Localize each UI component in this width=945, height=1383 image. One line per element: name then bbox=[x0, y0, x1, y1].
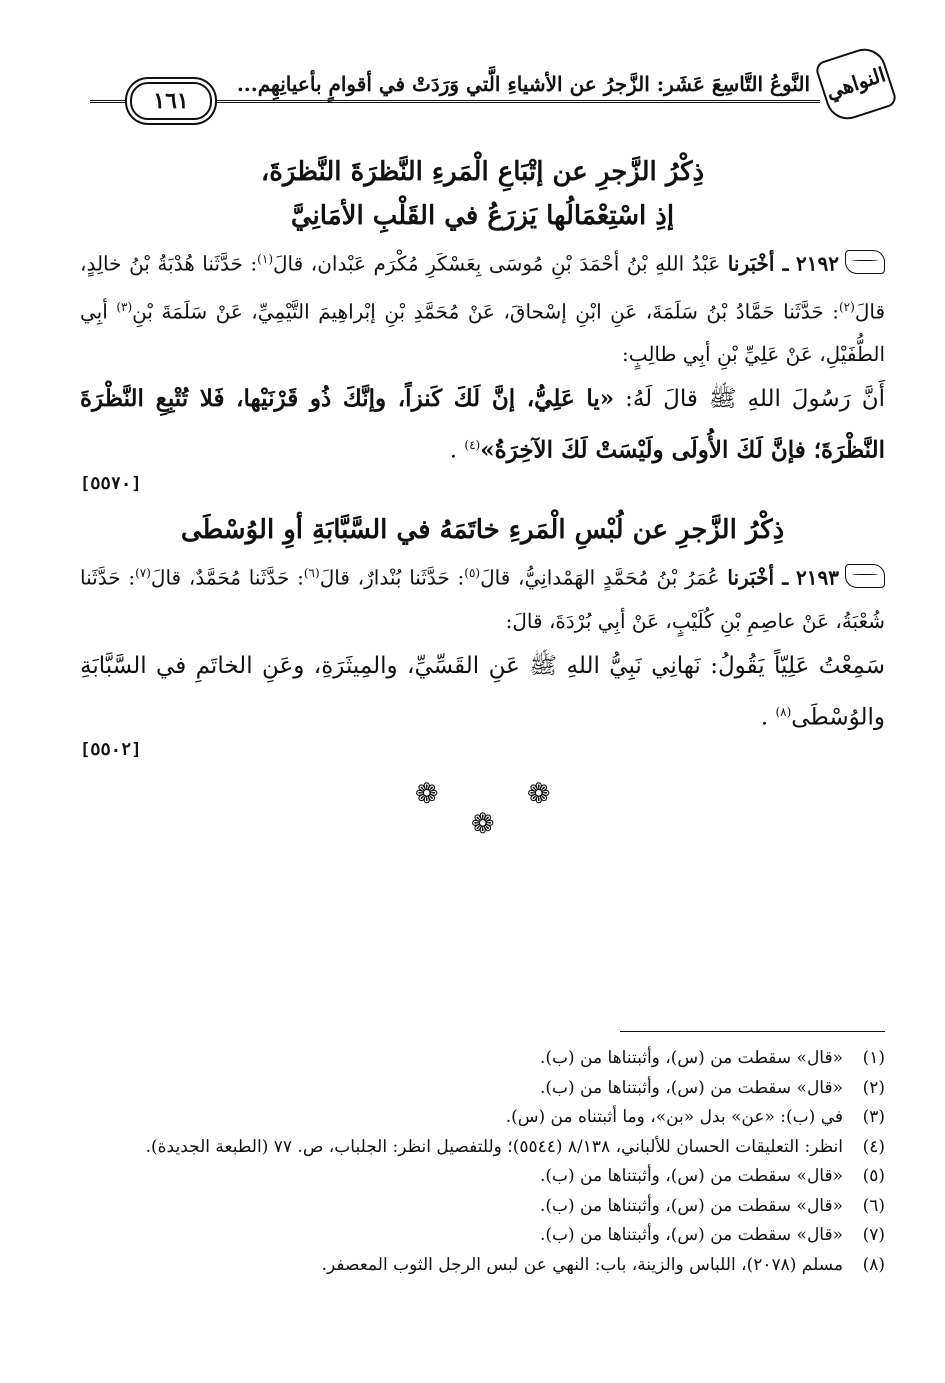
footnote-number: (٣) bbox=[862, 1107, 885, 1127]
section-end-ornaments bbox=[0, 777, 945, 850]
running-title: النَّوعُ التَّاسِعَ عَشَر: الزَّجرُ عن الأشياءِ الَّتي وَرَدَتْ في أقوامٍ بأعيانِهِم... bbox=[236, 72, 810, 96]
footnotes bbox=[80, 1044, 885, 1280]
hadith-marker-icon bbox=[845, 250, 885, 274]
isnad-text: : حَدَّثَنا حَمَّادُ بْنُ سَلَمَةَ، عَنِ ابْنِ إسْحاقَ، عَنْ مُحَمَّدِ بْنِ إبْراهِيمَ التَّيْمِيِّ، عَنْ سَلَمَةَ بْنِ bbox=[132, 299, 839, 324]
footnote bbox=[80, 1044, 885, 1074]
running-header bbox=[90, 52, 890, 122]
footnote-text: «قال» سقطت من (س)، وأثبتناها من (ب). bbox=[539, 1166, 843, 1186]
footnote bbox=[80, 1251, 885, 1281]
footnote-number: (٧) bbox=[862, 1225, 885, 1245]
footnote bbox=[80, 1103, 885, 1133]
footnote-text: «قال» سقطت من (س)، وأثبتناها من (ب). bbox=[539, 1225, 843, 1245]
footnote-number: (٨) bbox=[862, 1254, 885, 1275]
footnote-number: (٥) bbox=[862, 1166, 885, 1186]
footnote-number: (٢) bbox=[862, 1077, 885, 1098]
footnote bbox=[80, 1221, 885, 1251]
hadith-reference: [٥٥٠٢] bbox=[80, 740, 142, 761]
hadith-isnad bbox=[80, 238, 885, 376]
hadith-matn: سَمِعْتُ عَلِيّاً يَقُولُ: نَهانِي نَبِيُّ اللهِ ﷺ عَنِ القَسِّيِّ، والمِيثَرَةِ، وعَنِ الخاتَمِ في السَّبَّابَةِ والوُسْطَى$^{(٨)}$ . bbox=[80, 652, 885, 731]
hadith-isnad bbox=[80, 552, 885, 643]
footnote-separator bbox=[620, 1031, 885, 1032]
hadith-marker-icon bbox=[845, 564, 885, 588]
isnad-text: عَبْدُ اللهِ بْنُ أحْمَدَ بْنِ مُوسَى بِعَسْكَرِ مُكْرَم عَبْدان، قالَ bbox=[273, 251, 721, 276]
isnad-text: : حَدَّثَنا شُعْبَةُ، عَنْ عاصِمِ بْنِ كُلَيْبٍ، عَنْ أبِي بُرْدَةَ، قالَ: bbox=[80, 565, 885, 633]
flower-ornament-icon: ❁ bbox=[471, 807, 495, 840]
footnote-ref: (٧) bbox=[135, 565, 151, 580]
flower-ornament-icon: ❁ bbox=[415, 777, 439, 810]
matn-text: «يا عَلِيُّ، إنَّ لَكَ كَنزاً، وإنَّكَ ذُو قَرْنَيْها، فَلا تُتْبِعِ النَّظْرَةَ النَّظْرَةَ؛ فإنَّ لَكَ الأُولَى ولَيْسَتْ لَكَ الآخِرَةُ» bbox=[80, 385, 885, 464]
footnote-ref: (٥) bbox=[464, 565, 481, 580]
hadith-matn: أَنَّ رَسُولَ اللهِ ﷺ قالَ لَهُ: «يا عَلِيُّ، إنَّ لَكَ كَنزاً، وإنَّكَ ذُو قَرْنَيْها، فَلا تُتْبِعِ النَّظْرَةَ النَّظْرَةَ؛ فإنَّ لَكَ الأُولَى ولَيْسَتْ لَكَ الآخِرَةُ»$^{(٤)}$ . bbox=[80, 385, 886, 464]
footnote-ref: (٤) bbox=[464, 438, 481, 453]
isnad-text: : حَدَّثَنا هُدْبَةُ بْنُ خالِدٍ، قالَ bbox=[80, 251, 885, 324]
isnad-lead: ـ أخْبَرنا bbox=[727, 251, 789, 276]
footnote-text: «قال» سقطت من (س)، وأثبتناها من (ب). bbox=[539, 1048, 843, 1068]
isnad-text: عُمَرُ بْنُ مُحَمَّدٍ الهَمْدانِيُّ، قالَ bbox=[480, 565, 720, 590]
footnote-text: «قال» سقطت من (س)، وأثبتناها من (ب). bbox=[539, 1077, 843, 1098]
footnote-text: انظر: التعليقات الحسان للألباني، ٨/١٣٨ (٥٥٤٤)؛ وللتفصيل انظر: الجلباب، ص. ٧٧ (الطبعة الجديدة). bbox=[145, 1136, 843, 1157]
footnote-number: (١) bbox=[862, 1048, 885, 1068]
footnote-number: (٦) bbox=[862, 1195, 885, 1216]
heading-line: ذِكْرُ الزَّجرِ عن لُبْسِ الْمَرءِ خاتَمَهُ في السَّبَّابَةِ أوِ الوُسْطَى bbox=[180, 514, 785, 545]
isnad-lead: ـ أخْبَرنا bbox=[727, 565, 789, 590]
hadith-number: ٢١٩٣ bbox=[796, 565, 839, 590]
footnote-text: في (ب): «عن» بدل «بن»، وما أثبتناه من (س). bbox=[505, 1107, 843, 1127]
footnote-ref: (٢) bbox=[838, 299, 855, 314]
hadith-number: ٢١٩٢ bbox=[796, 251, 839, 276]
footnote-ref: (١) bbox=[257, 252, 273, 266]
reference-row bbox=[80, 474, 885, 494]
heading-line: إذِ اسْتِعْمَالُها يَزرَعُ في القَلْبِ الأمَانِيَّ bbox=[290, 201, 675, 231]
heading-line: ذِكْرُ الزَّجرِ عن إتْبَاعِ الْمَرءِ النَّظرَةَ النَّظرَةَ، bbox=[260, 157, 705, 187]
footnote bbox=[80, 1162, 885, 1192]
flower-ornament-icon: ❁ bbox=[527, 777, 551, 810]
footnote-ref: (٣) bbox=[116, 299, 133, 314]
section-badge: النواهي bbox=[814, 43, 898, 125]
matn-text: سَمِعْتُ عَلِيّاً يَقُولُ: نَهانِي نَبِيُّ اللهِ ﷺ عَنِ القَسِّيِّ، والمِيثَرَةِ، وعَنِ الخاتَمِ في السَّبَّابَةِ والوُسْطَى bbox=[80, 652, 885, 731]
isnad-text: : حَدَّثَنا بُنْدارٌ، قالَ bbox=[319, 565, 465, 590]
footnote-number: (٤) bbox=[862, 1136, 885, 1157]
hadith-reference: [٥٥٧٠] bbox=[80, 473, 142, 494]
page-body bbox=[80, 150, 885, 760]
isnad-text: : حَدَّثَنا مُحَمَّدٌ، قالَ bbox=[150, 565, 304, 590]
chapter-heading bbox=[80, 150, 885, 238]
reference-row bbox=[80, 740, 885, 760]
footnote bbox=[80, 1133, 885, 1163]
footnote-ref: (٦) bbox=[303, 565, 320, 580]
footnote bbox=[80, 1192, 885, 1222]
page-number: ١٦١ bbox=[130, 82, 212, 120]
chapter-heading bbox=[80, 508, 885, 552]
matn-intro: أَنَّ رَسُولَ اللهِ ﷺ قالَ لَهُ: bbox=[614, 386, 886, 413]
footnote bbox=[80, 1074, 885, 1104]
isnad-text: أبِي الطُّفَيْلِ، عَنْ عَلِيِّ بْنِ أبِي طالِبٍ: bbox=[80, 299, 885, 367]
footnote-ref: (٨) bbox=[775, 704, 792, 719]
footnote-text: مسلم (٢٠٧٨)، اللباس والزينة، باب: النهي عن لبس الرجل الثوب المعصفر. bbox=[321, 1254, 843, 1275]
footnote-text: «قال» سقطت من (س)، وأثبتناها من (ب). bbox=[539, 1195, 843, 1216]
